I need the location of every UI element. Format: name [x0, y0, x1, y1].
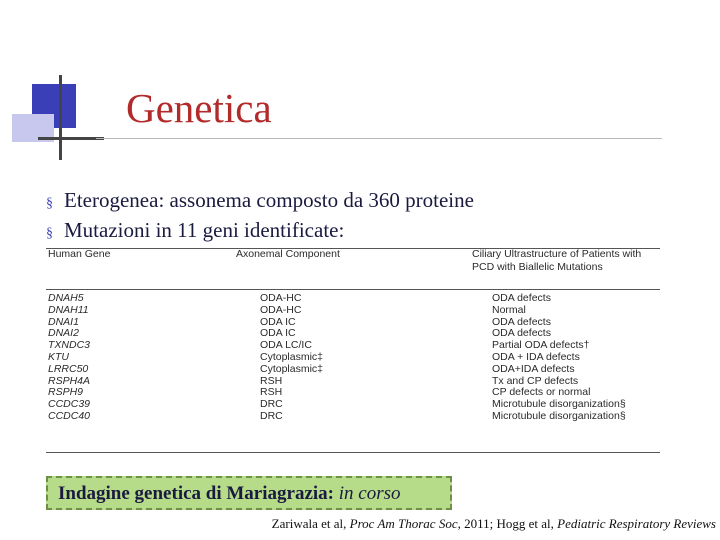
status-text — [58, 483, 401, 505]
cell-gene: RSPH9 — [48, 386, 84, 399]
cell-component: Cytoplasmic‡ — [260, 362, 324, 375]
cell-component: ODA IC — [260, 315, 296, 328]
cell-ultrastructure: ODA+IDA defects — [492, 362, 575, 375]
cell-gene: CCDC39 — [48, 398, 91, 411]
table-row — [46, 316, 660, 328]
cell-component: ODA LC/IC — [260, 339, 312, 352]
bullet-list — [46, 187, 474, 247]
table-row — [46, 339, 660, 351]
bullet-item — [46, 217, 474, 247]
cell-ultrastructure: ODA + IDA defects — [492, 350, 580, 363]
table-header-rule — [46, 289, 660, 290]
slide-title: Genetica — [126, 85, 272, 131]
table-body — [46, 292, 660, 422]
cell-ultrastructure: ODA defects — [492, 292, 551, 304]
cell-gene: DNAI2 — [48, 327, 79, 340]
citation-journal-1: Proc Am Thorac Soc — [349, 516, 458, 531]
bullet-item — [46, 187, 474, 217]
cell-component: Cytoplasmic‡ — [260, 350, 324, 363]
table-row — [46, 375, 660, 387]
cell-ultrastructure: Tx and CP defects — [492, 374, 579, 387]
cell-gene: KTU — [48, 350, 69, 363]
cell-gene: DNAH5 — [48, 292, 84, 304]
cell-component: RSH — [260, 374, 283, 387]
table-row — [46, 327, 660, 339]
table-bottom-rule — [46, 452, 660, 453]
citation-authors-1: Zariwala et al, — [271, 516, 350, 531]
title-rule — [96, 138, 662, 139]
table-row — [46, 304, 660, 316]
genetic-test-status-box — [46, 476, 452, 510]
status-value: in corso — [338, 483, 401, 504]
table-row — [46, 386, 660, 398]
logo-vertical-line — [59, 75, 62, 160]
logo-horizontal-line — [38, 137, 104, 140]
cell-gene: LRRC50 — [48, 362, 89, 375]
table-row — [46, 351, 660, 363]
cell-component: ODA-HC — [260, 292, 302, 304]
citation-authors-2: , 2011; Hogg et al, — [457, 516, 558, 531]
cell-ultrastructure: Normal — [492, 303, 526, 316]
bullet-text: Mutazioni in 11 geni identificate: — [64, 218, 345, 242]
cell-component: RSH — [260, 386, 283, 399]
status-label: Indagine genetica di Mariagrazia: — [58, 483, 334, 504]
citation — [272, 516, 716, 532]
table-row — [46, 410, 660, 422]
cell-component: ODA IC — [260, 327, 296, 340]
header-axonemal-component: Axonemal Component — [236, 248, 340, 260]
citation-journal-2: Pediatric Respiratory Reviews — [557, 516, 716, 531]
table-row — [46, 292, 660, 304]
cell-component: ODA-HC — [260, 303, 302, 316]
table-row — [46, 398, 660, 410]
cell-ultrastructure: ODA defects — [492, 315, 551, 328]
cell-gene: DNAI1 — [48, 315, 79, 328]
cell-ultrastructure: ODA defects — [492, 327, 551, 340]
bullet-marker: § — [46, 196, 53, 211]
cell-component: DRC — [260, 398, 283, 411]
cell-gene: DNAH11 — [48, 303, 89, 316]
bullet-text: Eterogenea: assonema composto da 360 proteine — [64, 188, 474, 212]
header-ultrastructure-line1: Ciliary Ultrastructure of Patients with — [472, 248, 642, 260]
bullet-marker: § — [46, 226, 53, 241]
cell-ultrastructure: Partial ODA defects† — [492, 339, 590, 352]
cell-component: DRC — [260, 409, 283, 422]
cell-ultrastructure: Microtubule disorganization§ — [492, 398, 626, 411]
cell-gene: TXNDC3 — [48, 339, 91, 352]
header-ciliary-ultrastructure — [472, 248, 641, 274]
cell-ultrastructure: Microtubule disorganization§ — [492, 409, 626, 422]
table-row — [46, 363, 660, 375]
cell-ultrastructure: CP defects or normal — [492, 386, 591, 399]
header-human-gene: Human Gene — [48, 248, 111, 260]
header-ultrastructure-line2: PCD with Biallelic Mutations — [472, 261, 603, 273]
cell-gene: RSPH4A — [48, 374, 91, 387]
cell-gene: CCDC40 — [48, 409, 91, 422]
